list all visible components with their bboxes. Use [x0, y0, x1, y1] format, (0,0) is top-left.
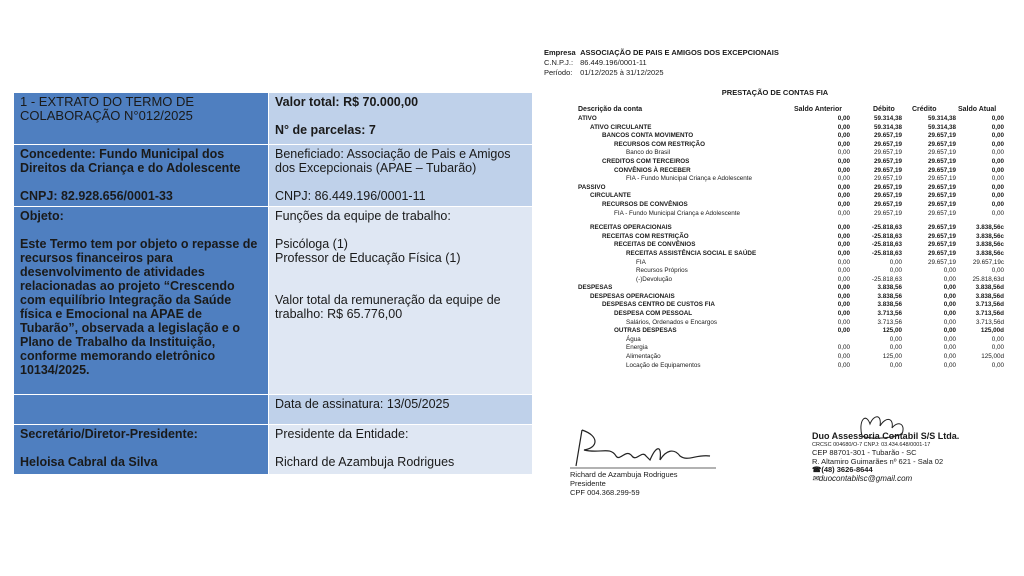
- report-row-value: 125,00d: [981, 353, 1004, 361]
- report-row-description: Água: [626, 335, 641, 343]
- objeto-text: Este Termo tem por objeto o repasse de recursos financeiros para desenvolvimento de atividades relacionadas ao projeto “Crescendo com equilíbrio Integração da Saúde física e Emocional na APAE de Tubarão”, observada a legislação e o Plano de Trabalho da Instituição, conforme memorando eletrônico 10134/2025.: [20, 237, 258, 377]
- report-row-value: 0,00: [837, 209, 850, 217]
- report-row-value: 0,00: [991, 140, 1004, 148]
- report-row-value: 0,00: [889, 361, 902, 369]
- report-row-value: 0,00: [837, 232, 850, 240]
- report-row-value: 0,00: [991, 115, 1004, 122]
- report-row-value: 29.657,19: [873, 209, 902, 217]
- report-row-description: FIA - Fundo Municipal Criança e Adolescente: [614, 209, 741, 217]
- report-row: [540, 293, 1010, 302]
- col-credito: Crédito: [912, 106, 937, 113]
- report-rows: [540, 115, 1010, 370]
- sig2-company: Duo Assessoria Contabil S/S Ltda.: [812, 431, 960, 441]
- report-row-value: 0,00: [943, 353, 956, 361]
- data-cell: [269, 395, 533, 425]
- report-row: [540, 149, 1010, 158]
- report-row-value: 0,00: [837, 241, 850, 249]
- report-row-value: 0,00: [943, 318, 956, 326]
- report-row-description: PASSIVO: [578, 183, 606, 191]
- report-row-value: 3.838,56d: [975, 292, 1004, 300]
- report-row-value: 0,00: [991, 200, 1004, 208]
- report-row-description: OUTRAS DESPESAS: [614, 327, 677, 335]
- report-row: [540, 250, 1010, 259]
- report-row-value: 29.657,19: [927, 258, 956, 266]
- report-row-value: 29.657,19: [927, 192, 956, 200]
- extract-heading: 1 - EXTRATO DO TERMO DE COLABORAÇÃO N°012/2025: [20, 94, 195, 123]
- report-row-value: 0,00: [991, 157, 1004, 165]
- report-row-value: 0,00: [889, 267, 902, 275]
- report-row-value: 29.657,19: [873, 200, 902, 208]
- data-assinatura: Data de assinatura: 13/05/2025: [275, 397, 450, 411]
- report-row: [540, 167, 1010, 176]
- report-row: [540, 224, 1010, 233]
- funcoes-cell: [269, 207, 533, 395]
- report-row-description: DESPESAS OPERACIONAIS: [590, 292, 675, 300]
- report-row-value: 29.657,19: [927, 232, 956, 240]
- report-row: [540, 327, 1010, 336]
- report-row-value: 125,00d: [980, 327, 1004, 335]
- report-row: [540, 267, 1010, 276]
- report-row: [540, 184, 1010, 193]
- presidente-nome: Richard de Azambuja Rodrigues: [275, 455, 455, 469]
- report-row-value: 0,00: [837, 249, 850, 257]
- sig2-email: ✉duocontabilsc@gmail.com: [812, 473, 913, 483]
- beneficiado: Beneficiado: Associação de Pais e Amigos dos Excepcionais (APAE – Tubarão): [275, 147, 511, 175]
- report-row-value: 29.657,19: [927, 149, 956, 157]
- report-row-value: -25.818,63: [871, 232, 902, 240]
- report-row: [540, 192, 1010, 201]
- sig2-cep: CEP 88701-301 - Tubarão - SC: [812, 448, 917, 457]
- report-row-value: 0,00: [991, 123, 1004, 131]
- report-row-value: 0,00: [837, 344, 850, 352]
- report-row-value: 0,00: [991, 267, 1004, 275]
- report-row-value: 0,00: [837, 183, 850, 191]
- sig2-email-text: duocontabilsc@gmail.com: [818, 473, 913, 483]
- report-row: [540, 241, 1010, 250]
- report-row-description: FIA: [636, 258, 646, 266]
- report-row-value: 29.657,19: [873, 192, 902, 200]
- report-row: [540, 115, 1010, 124]
- report-row: [540, 158, 1010, 167]
- report-row-value: 0,00: [837, 132, 850, 140]
- report-row-value: 0,00: [991, 183, 1004, 191]
- col-saldo-anterior: Saldo Anterior: [794, 106, 842, 113]
- report-row-value: 29.657,19: [873, 132, 902, 140]
- beneficiado-cnpj: CNPJ: 86.449.196/0001-11: [275, 189, 426, 203]
- report-row-value: -25.818,63: [871, 249, 902, 257]
- report-row-description: DESPESAS CENTRO DE CUSTOS FIA: [602, 301, 715, 309]
- report-row-value: 0,00: [837, 140, 850, 148]
- empresa: ASSOCIAÇÃO DE PAIS E AMIGOS DOS EXCEPCIONAIS: [580, 48, 779, 57]
- report-row-value: 0,00: [943, 292, 956, 300]
- report-row-value: 3.713,56d: [975, 318, 1004, 326]
- objeto-cell: [14, 207, 269, 395]
- sig2-crc: CRCSC 004680/O-7 CNPJ: 03.434.648/0001-17: [812, 441, 931, 448]
- report-row-value: 0,00: [991, 149, 1004, 157]
- report-row-value: 3.713,56d: [975, 301, 1004, 309]
- report-row-value: 0,00: [991, 335, 1004, 343]
- report-row-description: CONVÊNIOS À RECEBER: [614, 166, 691, 174]
- report-row-value: -25.818,63: [871, 241, 902, 249]
- periodo-label: Período:: [544, 68, 573, 77]
- report-row: [540, 233, 1010, 242]
- report-row-value: 0,00: [943, 267, 956, 275]
- report-row-value: 0,00: [837, 192, 850, 200]
- report-row-value: 0,00: [943, 327, 956, 335]
- secretario-nome: Heloisa Cabral da Silva: [20, 455, 158, 469]
- report-row-value: 0,00: [837, 301, 850, 309]
- report-row-value: 59.314,38: [873, 115, 902, 122]
- funcao-1: Psicóloga (1): [275, 237, 348, 251]
- report-row-value: 0,00: [837, 175, 850, 183]
- beneficiado-cell: [269, 145, 533, 207]
- report-row-value: 0,00: [837, 200, 850, 208]
- report-row-value: 59.314,38: [873, 123, 902, 131]
- report-row-value: 0,00: [837, 361, 850, 369]
- sig2-phone: ☎(48) 3626-8644: [812, 465, 873, 474]
- concedente: Concedente: Fundo Municipal dos Direitos da Criança e do Adolescente: [20, 147, 241, 175]
- report-row-description: BANCOS CONTA MOVIMENTO: [602, 132, 694, 140]
- report-row-value: 0,00: [943, 284, 956, 292]
- report-row: [540, 284, 1010, 293]
- report-row-value: 0,00: [837, 123, 850, 131]
- report-row-value: 0,00: [943, 344, 956, 352]
- sig1-cpf: CPF 004.368.299-59: [570, 488, 640, 497]
- cnpj-line: [544, 58, 647, 67]
- report-row-value: 29.657,19c: [972, 258, 1004, 266]
- parcelas: N° de parcelas: 7: [275, 123, 376, 137]
- report-row-value: 29.657,19: [873, 157, 902, 165]
- report-row-value: 0,00: [837, 353, 850, 361]
- remuneracao: Valor total da remuneração da equipe de trabalho: R$ 65.776,00: [275, 293, 501, 321]
- report-row-value: 29.657,19: [927, 241, 956, 249]
- report-row-value: 29.657,19: [927, 166, 956, 174]
- signature-presidente: [570, 426, 730, 497]
- report-row-value: 29.657,19: [927, 224, 956, 232]
- report-row-value: 3.713,56: [877, 310, 902, 318]
- report-row-value: 0,00: [837, 327, 850, 335]
- report-row-value: 3.838,56c: [975, 232, 1004, 240]
- report-row-value: 0,00: [991, 209, 1004, 217]
- report-row-value: 29.657,19: [873, 140, 902, 148]
- report-row-value: 29.657,19: [873, 175, 902, 183]
- report-row-value: 3.838,56: [877, 284, 902, 292]
- report-row-value: 0,00: [991, 344, 1004, 352]
- report-row-value: 0,00: [889, 258, 902, 266]
- report-row: [540, 175, 1010, 184]
- cnpj-label: C.N.P.J.:: [544, 58, 574, 67]
- concedente-cnpj: CNPJ: 82.928.656/0001-33: [20, 189, 173, 203]
- report-row-value: 29.657,19: [873, 166, 902, 174]
- periodo-line: [544, 68, 664, 77]
- report-row: [540, 201, 1010, 210]
- report-row: [540, 344, 1010, 353]
- report-row-value: 3.838,56c: [975, 249, 1004, 257]
- report-row-description: Banco do Brasil: [626, 149, 671, 157]
- stamp-signature-icon: [852, 410, 912, 440]
- report-row: [540, 319, 1010, 328]
- report-row-value: 3.838,56: [877, 301, 902, 309]
- report-row: [540, 141, 1010, 150]
- report-row-value: 29.657,19: [873, 149, 902, 157]
- report-row-value: 29.657,19: [927, 157, 956, 165]
- report-row-value: 0,00: [991, 175, 1004, 183]
- report-row-description: Alimentação: [626, 353, 661, 361]
- report-row: [540, 124, 1010, 133]
- report-row-value: 0,00: [991, 132, 1004, 140]
- report-row-description: CIRCULANTE: [590, 192, 631, 200]
- report-cnpj: 86.449.196/0001-11: [580, 58, 647, 67]
- report-row-value: 25.818,63d: [972, 275, 1004, 283]
- report-row: [540, 310, 1010, 319]
- sig1-role: Presidente: [570, 479, 606, 488]
- report-row-description: (-)Devolução: [636, 275, 673, 283]
- report-row-value: 0,00: [943, 335, 956, 343]
- signature-contabil: [812, 432, 992, 483]
- empty-cell: [14, 395, 269, 425]
- report-row-value: 0,00: [837, 157, 850, 165]
- report-row-value: 3.838,56c: [975, 241, 1004, 249]
- report-row-description: RECEITAS COM RESTRIÇÃO: [602, 232, 689, 240]
- col-descricao: Descrição da conta: [578, 106, 643, 113]
- sig2-addr: R. Altamiro Guimarães nº 621 - Sala 02: [812, 456, 944, 466]
- report-row-description: DESPESAS: [578, 284, 613, 292]
- report-row-value: 0,00: [943, 275, 956, 283]
- report-row-value: 29.657,19: [927, 175, 956, 183]
- report-row-value: 29.657,19: [927, 183, 956, 191]
- report-row-description: Salários, Ordenados e Encargos: [626, 318, 718, 326]
- report-row: [540, 259, 1010, 268]
- report-row-value: 0,00: [991, 166, 1004, 174]
- report-row: [540, 336, 1010, 345]
- report-row-value: 29.657,19: [873, 183, 902, 191]
- valor-total: Valor total: R$ 70.000,00: [275, 95, 419, 109]
- valor-cell: [269, 93, 533, 145]
- report-row-value: 0,00: [837, 258, 850, 266]
- accounting-report: [540, 46, 1010, 516]
- report-row-value: 3.713,56d: [975, 310, 1004, 318]
- report-row-value: 0,00: [837, 284, 850, 292]
- report-row-value: 3.838,56d: [975, 284, 1004, 292]
- report-row-value: 0,00: [991, 192, 1004, 200]
- objeto-label: Objeto:: [20, 209, 64, 223]
- extract-table: [13, 92, 533, 475]
- periodo: 01/12/2025 à 31/12/2025: [580, 68, 664, 77]
- report-row-description: Locação de Equipamentos: [626, 361, 701, 369]
- report-row-value: 0,00: [837, 224, 850, 232]
- secretario-label: Secretário/Diretor-Presidente:: [20, 427, 198, 441]
- report-row-description: CREDITOS COM TERCEIROS: [602, 157, 690, 165]
- concedente-cell: [14, 145, 269, 207]
- report-row-value: 0,00: [837, 267, 850, 275]
- funcoes-label: Funções da equipe de trabalho:: [275, 209, 451, 223]
- report-title: PRESTAÇÃO DE CONTAS FIA: [721, 88, 829, 97]
- report-row-description: Recursos Próprios: [636, 267, 688, 275]
- report-row-value: 0,00: [943, 310, 956, 318]
- empresa-label: Empresa: [544, 48, 576, 57]
- report-row-value: 59.314,38: [927, 123, 956, 131]
- report-row-value: 0,00: [889, 335, 902, 343]
- report-row-value: 3.713,56: [877, 318, 902, 326]
- col-saldo-atual: Saldo Atual: [958, 106, 997, 113]
- report-row-description: Energia: [626, 344, 648, 352]
- report-row-value: 29.657,19: [927, 132, 956, 140]
- report-row-value: -25.818,63: [871, 275, 902, 283]
- report-row-value: 125,00: [882, 353, 902, 361]
- report-row-description: ATIVO: [578, 115, 597, 122]
- report-row-value: 3.838,56: [877, 292, 902, 300]
- report-row-value: 0,00: [943, 361, 956, 369]
- report-row-value: 0,00: [837, 275, 850, 283]
- report-row-value: 0,00: [837, 310, 850, 318]
- secretario-cell: [14, 425, 269, 475]
- report-row-value: 29.657,19: [927, 209, 956, 217]
- col-debito: Débito: [873, 106, 895, 113]
- report-row-description: RECURSOS COM RESTRIÇÃO: [614, 140, 705, 148]
- report-row-value: 0,00: [837, 149, 850, 157]
- report-row-value: 125,00: [882, 327, 902, 335]
- report-row: [540, 210, 1010, 219]
- report-row-value: 3.838,56c: [975, 224, 1004, 232]
- report-row-description: RECURSOS DE CONVÊNIOS: [602, 200, 688, 208]
- report-row-value: 29.657,19: [927, 200, 956, 208]
- report-row-value: 0,00: [889, 344, 902, 352]
- extract-heading-cell: [14, 93, 269, 145]
- signature-scribble-icon: [570, 426, 720, 470]
- report-row-value: 29.657,19: [927, 249, 956, 257]
- report-row: [540, 276, 1010, 285]
- funcao-2: Professor de Educação Física (1): [275, 251, 461, 265]
- report-row: [540, 132, 1010, 141]
- report-row-description: ATIVO CIRCULANTE: [590, 123, 652, 131]
- report-row-value: 0,00: [837, 115, 850, 122]
- sig1-name: Richard de Azambuja Rodrigues: [570, 470, 678, 479]
- presidente-label: Presidente da Entidade:: [275, 427, 409, 441]
- report-row-description: RECEITAS ASSISTÊNCIA SOCIAL E SAÚDE: [626, 249, 757, 257]
- report-row-description: RECEITAS DE CONVÊNIOS: [614, 241, 696, 249]
- report-row-description: FIA - Fundo Municipal Criança e Adolescente: [626, 175, 753, 183]
- report-row-value: 0,00: [837, 166, 850, 174]
- report-row-value: 0,00: [837, 292, 850, 300]
- report-row-value: 0,00: [943, 301, 956, 309]
- report-row-description: RECEITAS OPERACIONAIS: [590, 224, 672, 232]
- empresa-line: [544, 48, 779, 57]
- report-row-value: 59.314,38: [927, 115, 956, 122]
- report-row-value: 0,00: [991, 361, 1004, 369]
- presidente-cell: [269, 425, 533, 475]
- report-row-value: 0,00: [837, 318, 850, 326]
- report-row: [540, 362, 1010, 371]
- report-row: [540, 353, 1010, 362]
- report-row: [540, 301, 1010, 310]
- report-row-value: -25.818,63: [871, 224, 902, 232]
- report-row-description: DESPESA COM PESSOAL: [614, 310, 693, 318]
- report-row-value: 29.657,19: [927, 140, 956, 148]
